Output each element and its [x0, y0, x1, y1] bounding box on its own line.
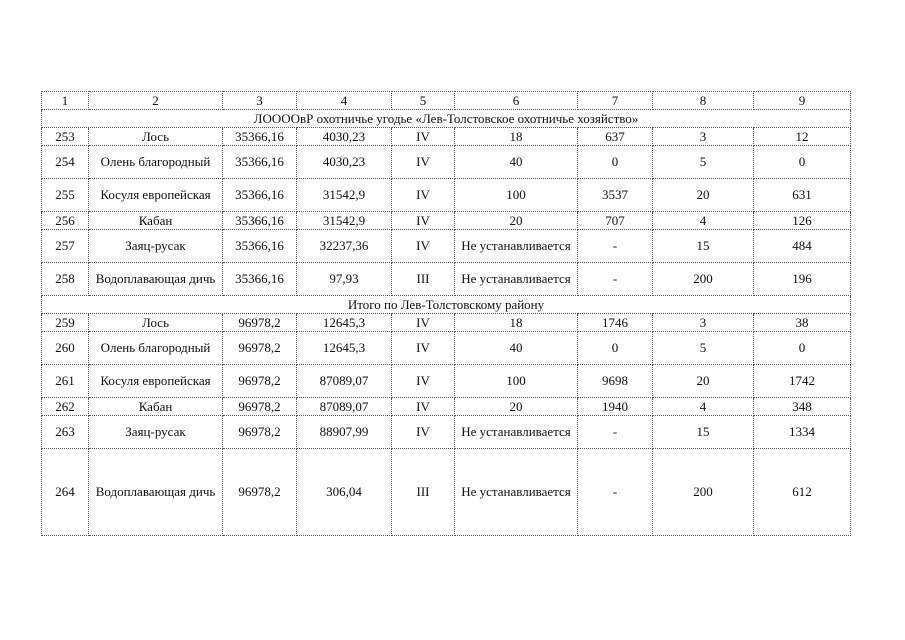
cell-density-norm: 20: [455, 212, 578, 230]
cell-area-total: 96978,2: [223, 332, 297, 365]
cell-area-total: 35366,16: [223, 179, 297, 212]
table-row: [42, 398, 851, 416]
cell-density-norm: Не устанавливается: [455, 263, 578, 296]
cell-species: Косуля европейская: [89, 179, 223, 212]
cell-row-number: 1: [42, 92, 89, 110]
cell-quota-percent: 15: [653, 416, 754, 449]
cell-area-total: 35366,16: [223, 230, 297, 263]
cell-quota-count: 631: [754, 179, 851, 212]
cell-quality-class: 5: [392, 92, 455, 110]
cell-area-suitable: 87089,07: [297, 398, 392, 416]
cell-quality-class: III: [392, 449, 455, 536]
hunting-quota-table: [41, 91, 851, 536]
cell-row-number: 259: [42, 314, 89, 332]
cell-quota-count: 348: [754, 398, 851, 416]
cell-row-number: 258: [42, 263, 89, 296]
cell-population: 1746: [578, 314, 653, 332]
cell-area-total: 35366,16: [223, 212, 297, 230]
cell-quota-percent: 3: [653, 314, 754, 332]
cell-quota-count: 9: [754, 92, 851, 110]
table-row: [42, 212, 851, 230]
cell-quality-class: IV: [392, 416, 455, 449]
cell-population: 3537: [578, 179, 653, 212]
cell-row-number: 254: [42, 146, 89, 179]
cell-area-suitable: 87089,07: [297, 365, 392, 398]
cell-species: Косуля европейская: [89, 365, 223, 398]
cell-row-number: 264: [42, 449, 89, 536]
cell-quality-class: IV: [392, 314, 455, 332]
cell-population: 707: [578, 212, 653, 230]
cell-quota-count: 196: [754, 263, 851, 296]
cell-population: -: [578, 230, 653, 263]
cell-area-suitable: 31542,9: [297, 212, 392, 230]
cell-population: 637: [578, 128, 653, 146]
cell-density-norm: 40: [455, 332, 578, 365]
cell-quota-percent: 8: [653, 92, 754, 110]
cell-row-number: 262: [42, 398, 89, 416]
cell-row-number: 253: [42, 128, 89, 146]
cell-density-norm: 18: [455, 128, 578, 146]
cell-species: 2: [89, 92, 223, 110]
cell-area-total: 96978,2: [223, 365, 297, 398]
cell-area-suitable: 32237,36: [297, 230, 392, 263]
cell-density-norm: Не устанавливается: [455, 230, 578, 263]
cell-quota-percent: 5: [653, 146, 754, 179]
cell-quota-percent: 4: [653, 398, 754, 416]
cell-quality-class: IV: [392, 146, 455, 179]
table-row: [42, 314, 851, 332]
table-row: [42, 92, 851, 110]
cell-row-number: 257: [42, 230, 89, 263]
cell-row-number: 256: [42, 212, 89, 230]
table-row: [42, 128, 851, 146]
cell-density-norm: 100: [455, 179, 578, 212]
cell-quota-count: 612: [754, 449, 851, 536]
cell-area-suitable: 4: [297, 92, 392, 110]
cell-area-total: 3: [223, 92, 297, 110]
cell-area-suitable: 31542,9: [297, 179, 392, 212]
cell-density-norm: 6: [455, 92, 578, 110]
cell-quality-class: IV: [392, 128, 455, 146]
cell-population: -: [578, 263, 653, 296]
cell-density-norm: Не устанавливается: [455, 449, 578, 536]
cell-area-suitable: 88907,99: [297, 416, 392, 449]
cell-population: -: [578, 416, 653, 449]
cell-species: Кабан: [89, 398, 223, 416]
table-row: [42, 179, 851, 212]
cell-quota-count: 1334: [754, 416, 851, 449]
cell-quality-class: IV: [392, 230, 455, 263]
cell-quota-count: 38: [754, 314, 851, 332]
cell-row-number: 260: [42, 332, 89, 365]
section-title: ЛООООвР охотничье угодье «Лев-Толстовское охотничье хозяйство»: [42, 110, 851, 128]
cell-population: 7: [578, 92, 653, 110]
cell-quota-count: 0: [754, 146, 851, 179]
cell-population: 0: [578, 146, 653, 179]
table-row: [42, 146, 851, 179]
cell-quota-count: 12: [754, 128, 851, 146]
cell-quota-percent: 200: [653, 449, 754, 536]
cell-quota-percent: 5: [653, 332, 754, 365]
cell-quota-percent: 20: [653, 179, 754, 212]
table-row: [42, 449, 851, 536]
cell-species: Олень благородный: [89, 146, 223, 179]
cell-area-suitable: 12645,3: [297, 314, 392, 332]
cell-species: Заяц-русак: [89, 230, 223, 263]
cell-population: 0: [578, 332, 653, 365]
cell-quota-percent: 20: [653, 365, 754, 398]
cell-quota-percent: 3: [653, 128, 754, 146]
table-row: [42, 365, 851, 398]
cell-area-total: 96978,2: [223, 314, 297, 332]
cell-area-total: 35366,16: [223, 263, 297, 296]
cell-species: Кабан: [89, 212, 223, 230]
cell-area-suitable: 306,04: [297, 449, 392, 536]
cell-quota-percent: 15: [653, 230, 754, 263]
cell-row-number: 261: [42, 365, 89, 398]
cell-population: 1940: [578, 398, 653, 416]
cell-area-total: 96978,2: [223, 398, 297, 416]
cell-species: Водоплавающая дичь: [89, 263, 223, 296]
section-row: [42, 296, 851, 314]
cell-species: Олень благородный: [89, 332, 223, 365]
cell-area-suitable: 12645,3: [297, 332, 392, 365]
cell-row-number: 263: [42, 416, 89, 449]
cell-area-suitable: 97,93: [297, 263, 392, 296]
cell-quality-class: IV: [392, 365, 455, 398]
cell-quality-class: IV: [392, 332, 455, 365]
cell-density-norm: 18: [455, 314, 578, 332]
cell-quota-percent: 200: [653, 263, 754, 296]
table-row: [42, 263, 851, 296]
cell-quality-class: IV: [392, 179, 455, 212]
cell-species: Лось: [89, 314, 223, 332]
cell-density-norm: 40: [455, 146, 578, 179]
cell-area-total: 96978,2: [223, 416, 297, 449]
table-row: [42, 416, 851, 449]
table-body: [42, 92, 851, 536]
cell-area-suitable: 4030,23: [297, 128, 392, 146]
cell-quota-count: 484: [754, 230, 851, 263]
cell-quota-percent: 4: [653, 212, 754, 230]
table-row: [42, 230, 851, 263]
cell-area-suitable: 4030,23: [297, 146, 392, 179]
section-title: Итого по Лев-Толстовскому району: [42, 296, 851, 314]
cell-species: Лось: [89, 128, 223, 146]
cell-quality-class: III: [392, 263, 455, 296]
cell-density-norm: Не устанавливается: [455, 416, 578, 449]
cell-row-number: 255: [42, 179, 89, 212]
cell-quota-count: 1742: [754, 365, 851, 398]
cell-area-total: 35366,16: [223, 128, 297, 146]
cell-species: Заяц-русак: [89, 416, 223, 449]
cell-area-total: 35366,16: [223, 146, 297, 179]
cell-species: Водоплавающая дичь: [89, 449, 223, 536]
section-row: [42, 110, 851, 128]
cell-quota-count: 126: [754, 212, 851, 230]
cell-quota-count: 0: [754, 332, 851, 365]
cell-population: 9698: [578, 365, 653, 398]
table-row: [42, 332, 851, 365]
cell-population: -: [578, 449, 653, 536]
cell-area-total: 96978,2: [223, 449, 297, 536]
cell-quality-class: IV: [392, 212, 455, 230]
cell-density-norm: 100: [455, 365, 578, 398]
cell-density-norm: 20: [455, 398, 578, 416]
cell-quality-class: IV: [392, 398, 455, 416]
